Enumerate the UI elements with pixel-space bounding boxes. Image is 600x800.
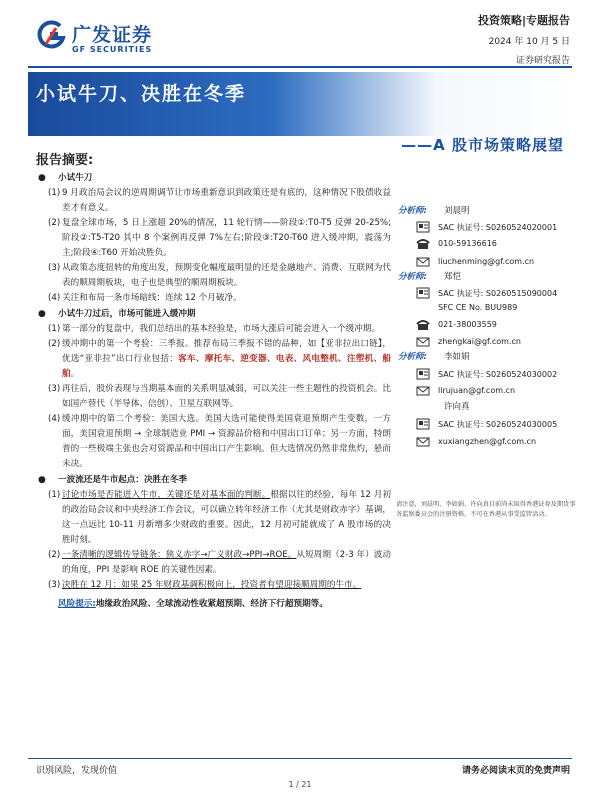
- analyst-label: 分析师:: [398, 352, 427, 362]
- item-text: 从短周期（2-3 年）波动的角度，PPI 是影响 ROE 的关键性因素。: [62, 550, 391, 575]
- section-heading-text: 小试牛刀: [58, 173, 93, 183]
- analyst-email-row: [416, 435, 576, 451]
- item-number: (4): [48, 293, 61, 303]
- item-text: 再往后，股价表现与当期基本面的关系明显减弱，可以关注一些主题性的投资机会。比如国产替代（半导体、信创）、卫星互联网等。: [62, 384, 391, 409]
- list-item: [36, 578, 391, 593]
- risk-label: 风险提示:: [58, 599, 96, 609]
- gf-logo-icon: [36, 20, 66, 50]
- analyst-phone-row: [416, 237, 576, 253]
- analyst-sfc: SFC CE No. BUU989: [438, 303, 518, 312]
- analyst-sac-row: [416, 220, 576, 236]
- analyst-sac-row: [416, 286, 576, 302]
- bullet-icon: ●: [38, 475, 46, 485]
- logo-text-en: GF SECURITIES: [72, 45, 153, 54]
- analyst-name: 郑恺: [444, 272, 462, 282]
- list-item: [36, 382, 391, 412]
- footer-disclaimer: 请务必阅读末页的免责声明: [461, 766, 570, 776]
- analyst-sac-row: [416, 367, 576, 383]
- analyst-name: 刘晨明: [444, 206, 470, 216]
- item-number: (1): [48, 324, 61, 334]
- id-card-icon: [416, 417, 430, 431]
- highlight-text: 客车、摩托车、逆变器、电表、风电整机、注塑机、船舶: [62, 354, 391, 379]
- analyst-phone[interactable]: 010-59136616: [438, 239, 497, 248]
- analyst-phone-row: [416, 318, 576, 334]
- item-text: 根据以往的经验，每年 12 月初的政治局会议和中央经济工作会议，可以确立转年经济工作（尤其是财政赤字）基调，这一点远比 10-11 月新增多少财政的重要。因此，12 月初可能就成了 A 股市场的决胜时刻。: [62, 490, 391, 545]
- item-text: 复盘全球市场，5 日上涨超 20%的情况，11 轮行情——阶段①:T0-T5 反弹 20-25%;阶段②:T5-T20 其中 8 个案例再反弹 7%左右;阶段③:T20-T60 进入缓冲期，震荡为主;阶段④:T60 开始决胜负。: [62, 218, 391, 258]
- risk-warning: [36, 597, 391, 612]
- bullet-icon: ●: [38, 173, 46, 183]
- logo-text-cn: 广发证券: [72, 24, 153, 46]
- analyst-sac: SAC 执证号: S0260524020001: [438, 223, 558, 232]
- analyst-email-row: [416, 335, 576, 351]
- list-item: [36, 291, 391, 306]
- item-number: (1): [48, 490, 61, 500]
- registration-note: 请注意，刘晨明、李如娟、许向真目前尚未取得香港证券及期货事务监察委员会的注册资格，不可在香港从事受监管活动。: [396, 501, 576, 518]
- item-text: 缓冲期中的第一个考验：三季报。推荐布局三季报不错的品种，如【亚非拉出口链】，优选“亚非拉”出口行业包括：: [62, 339, 391, 364]
- phone-icon: [416, 237, 430, 251]
- id-card-icon: [416, 220, 430, 234]
- item-number: (2): [48, 550, 61, 560]
- section-heading-text: 一波流还是牛市起点：决胜在冬季: [58, 475, 187, 485]
- analyst-email[interactable]: xuxiangzhen@gf.com.cn: [438, 437, 537, 446]
- analyst-phone[interactable]: 021-38003559: [438, 320, 497, 329]
- analyst-email[interactable]: liuchenming@gf.com.cn: [438, 257, 535, 266]
- risk-text: 地缘政治风险、全球流动性收紧超预期、经济下行超预期等。: [95, 599, 328, 609]
- report-dept: 证券研究报告: [515, 56, 570, 66]
- bullet-icon: ●: [38, 309, 46, 319]
- list-item: [36, 322, 391, 337]
- page-title: 小试牛刀、决胜在冬季: [36, 83, 247, 105]
- email-icon: [416, 255, 430, 269]
- id-card-icon: [416, 367, 430, 381]
- underlined-text: 一条清晰的逻辑传导链条：狭义赤字→广义财政→PPI→ROE。: [62, 550, 297, 560]
- report-type: 投资策略|专题报告: [477, 14, 570, 27]
- analyst-sac-row: [416, 417, 576, 433]
- analyst-sac: SAC 执证号: S0260524030005: [438, 420, 558, 429]
- header-info: [478, 12, 570, 66]
- analyst-email-row: [416, 255, 576, 271]
- abstract-title: 报告摘要:: [36, 153, 94, 168]
- abstract-body: [36, 170, 391, 612]
- item-number: (1): [48, 188, 61, 198]
- analyst-sac: SAC 执证号: S0260515090004: [438, 289, 558, 298]
- list-item: [36, 337, 391, 382]
- email-icon: [416, 384, 430, 398]
- email-icon: [416, 335, 430, 349]
- analyst-email-row: [416, 384, 576, 400]
- email-icon: [416, 435, 430, 449]
- item-number: (3): [48, 384, 61, 394]
- analyst-name: 李如娟: [444, 352, 470, 362]
- analyst-sac: SAC 执证号: S0260524030002: [438, 370, 558, 379]
- id-card-icon: [416, 286, 430, 300]
- item-text: 关注和布局一条市场暗线：连续 12 个月破净。: [62, 293, 242, 303]
- item-number: (2): [48, 218, 61, 228]
- analyst-email[interactable]: lirujuan@gf.com.cn: [438, 386, 516, 395]
- footer-slogan: 识别风险，发现价值: [36, 766, 118, 776]
- analyst-label: 分析师:: [398, 272, 427, 282]
- phone-icon: [416, 318, 430, 332]
- list-item: [36, 216, 391, 261]
- item-number: (2): [48, 339, 61, 349]
- page-number: 1 / 21: [288, 780, 312, 789]
- list-item: [36, 412, 391, 472]
- item-text: 9 月政治局会议的逆周期调节让市场重新意识到政策还是有底的，这种情况下股债收益差才有意义。: [62, 188, 391, 213]
- analyst-label: 分析师:: [398, 206, 427, 216]
- section-heading: [36, 307, 391, 322]
- header-divider: [28, 66, 572, 68]
- list-item: [36, 488, 391, 548]
- list-item: [36, 261, 391, 291]
- list-item: [36, 548, 391, 578]
- analyst-sfc-row: [438, 301, 598, 317]
- analyst-name: 许向真: [444, 402, 470, 412]
- analyst-email[interactable]: zhengkai@gf.com.cn: [438, 337, 521, 346]
- underlined-text: 讨论市场是否能进入牛市，关键还是对基本面的判断。: [62, 490, 271, 500]
- item-text-end: 。: [70, 369, 80, 379]
- list-item: [36, 186, 391, 216]
- item-number: (3): [48, 580, 61, 590]
- footer-divider: [28, 758, 572, 759]
- item-number: (3): [48, 263, 61, 273]
- item-text: 第一部分的复盘中，我们总结出的基本经验是，市场大涨后可能会进入一个缓冲期。: [62, 324, 380, 334]
- logo: [36, 18, 166, 58]
- report-date: 2024 年 10 月 5 日: [488, 37, 570, 47]
- section-heading: [36, 473, 391, 488]
- item-number: (4): [48, 414, 61, 424]
- item-text: 从政策态度扭转的角度出发，预期变化幅度最明显的还是金融地产、消费、互联网为代表的顺周期板块，电子也是典型的顺周期板块。: [62, 263, 391, 288]
- title-banner: [28, 72, 572, 136]
- page-subtitle: ——A 股市场策略展望: [401, 136, 564, 154]
- item-text: 缓冲期中的第二个考验：美国大选。美国大选可能使得美国衰退预期产生变数，一方面，美国衰退预期 → 全球制造业 PMI → 资源品价格和中国出口订单；另一方面，特朗普的一些极端主张也会对资源品和中国出口产生影响。但大选情况仍然非常焦灼，悬而未决。: [62, 414, 391, 469]
- section-heading: [36, 171, 391, 186]
- underlined-text: 决胜在 12 月：如果 25 年财政基调积极向上，投资者有望迎接顺周期的牛市。: [62, 580, 362, 590]
- section-heading-text: 小试牛刀过后，市场可能进入缓冲期: [58, 309, 196, 319]
